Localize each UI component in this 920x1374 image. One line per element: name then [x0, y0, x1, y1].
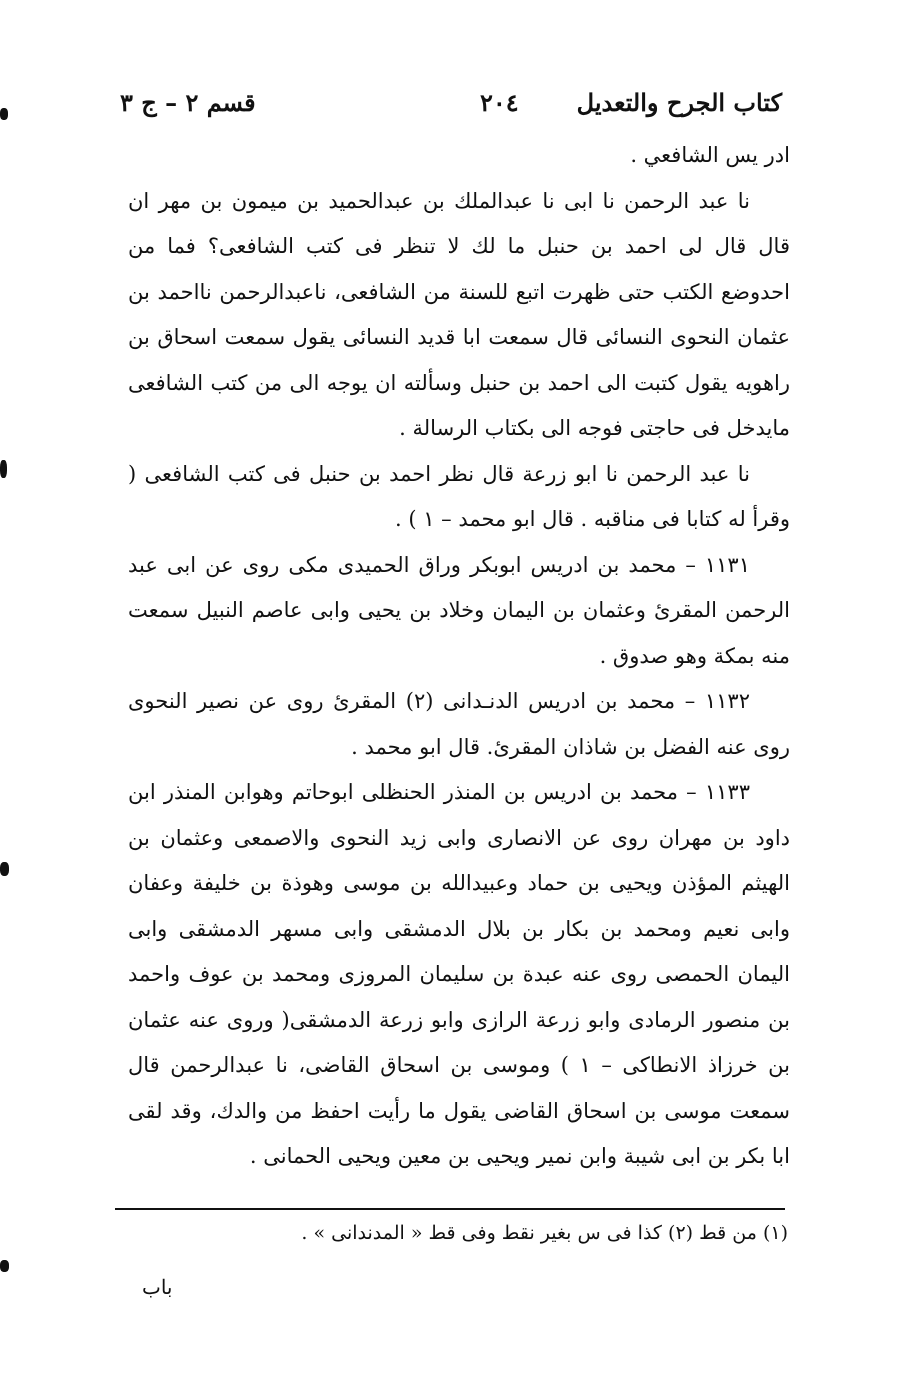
biography-entry: ١١٣١ – محمد بن ادريس ابوبكر وراق الحميدى مكى روى عن ابى عبد الرحمن المقرئ وعثمان بن اليمان وخلاد بن يحيى وابى عاصم النبيل سمعت منه بمكة وهو صدوق .: [128, 552, 790, 668]
binding-mark: [0, 1260, 9, 1272]
main-text: [128, 133, 790, 1180]
footnote: (١) من قط (٢) كذا فى س بغير نقط وفى قط « المدندانى » .: [301, 1222, 788, 1244]
biography-entry: ١١٣٣ – محمد بن ادريس بن المنذر الحنظلى ابوحاتم وهوابن المنذر ابن داود بن مهران روى عن الانصارى وابى زيد النحوى والاصمعى وعثمان بن الهيثم المؤذن ويحيى بن حماد وعبيدالله بن موسى وهوذة بن خليفة وعفان وابى نعيم ومحمد بن بكار بن بلال الدمشقى وابى مسهر الدمشقى وابى اليمان الحمصى روى عنه عبدة بن سليمان المروزى ومحمد بن عوف واحمد بن منصور الرمادى وابو زرعة الرازى وابو زرعة الدمشقى( وروى عنه عثمان بن خرزاذ الانطاكى – ١ ) وموسى بن اسحاق القاضى، نا عبدالرحمن قال سمعت موسى بن اسحاق القاضى يقول ما رأيت احفظ من والدك، وقد لقى ابا بكر بن ابى شيبة وابن نمير ويحيى بن معين ويحيى الحمانى .: [128, 780, 790, 1168]
binding-mark: [0, 862, 9, 876]
footnote-divider: [115, 1208, 785, 1210]
paragraph: نا عبد الرحمن نا ابى نا عبدالملك بن عبدالحميد بن ميمون بن مهر ان قال قال لى احمد بن حنبل ما لك لا تنظر فى كتب الشافعى؟ فما من احدوضع الكتب حتى ظهرت اتبع للسنة من الشافعى، ناعبدالرحمن نااحمد بن عثمان النحوى النسائى قال سمعت ابا قديد النسائى يقول سمعت اسحاق بن راهويه يقول كتبت الى احمد بن حنبل وسألته ان يوجه الى من كتب الشافعى مايدخل فى حاجتى فوجه الى بكتاب الرسالة .: [128, 188, 790, 440]
volume-part: قسم ٢ – ج ٣: [120, 88, 256, 117]
paragraph: ادر يس الشافعي .: [630, 143, 790, 167]
binding-mark: [0, 108, 8, 120]
running-title: كتاب الجرح والتعديل: [576, 88, 782, 117]
page-header: [120, 88, 782, 128]
paragraph: نا عبد الرحمن نا ابو زرعة قال نظر احمد بن حنبل فى كتب الشافعى ( وقرأ له كتابا فى مناقبه . قال ابو محمد – ١ ) .: [128, 461, 790, 531]
binding-mark: [0, 460, 7, 478]
biography-entry: ١١٣٢ – محمد بن ادريس الدنـدانى (٢) المقرئ روى عن نصير النحوى روى عنه الفضل بن شاذان المقرئ. قال ابو محمد .: [128, 689, 790, 759]
catchword: باب: [142, 1275, 173, 1299]
page-number: ٢٠٤: [480, 88, 519, 117]
